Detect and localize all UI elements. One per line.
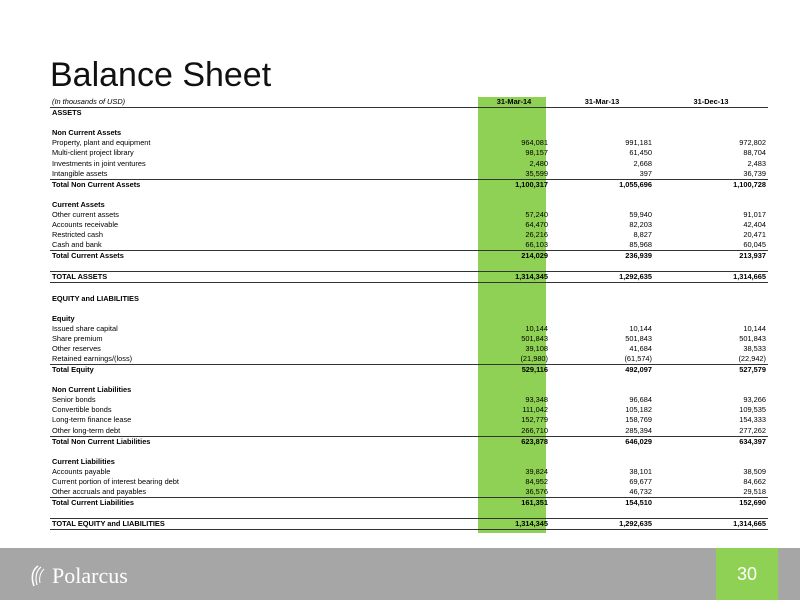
table-row <box>50 210 768 220</box>
table-row <box>50 251 768 262</box>
table-row <box>50 498 768 509</box>
table-row <box>50 128 768 138</box>
column-header-31-mar-13: 31-Mar-13 <box>550 97 654 108</box>
row-value: 42,404 <box>743 219 766 229</box>
row-value: 972,802 <box>739 138 766 148</box>
row-value: 38,101 <box>629 466 652 476</box>
table-row <box>50 467 768 477</box>
row-value: (61,574) <box>624 353 652 363</box>
row-label <box>50 283 478 294</box>
row-value: 397 <box>639 168 652 178</box>
table-row <box>50 272 768 283</box>
row-value <box>478 118 550 128</box>
row-value: 96,684 <box>629 395 652 405</box>
table-row <box>50 385 768 395</box>
row-label: Accounts receivable <box>52 219 119 229</box>
row-label: Long-term finance lease <box>52 415 132 425</box>
table-row <box>50 293 768 303</box>
row-value: 646,029 <box>550 436 654 447</box>
row-value: 1,100,317 <box>478 179 550 190</box>
spacer-row <box>50 261 768 272</box>
table-row <box>50 158 768 168</box>
row-label: Issued share capital <box>52 323 118 333</box>
table-row <box>50 457 768 467</box>
row-value <box>550 375 654 385</box>
table-row <box>50 405 768 415</box>
spacer-row <box>50 190 768 200</box>
table-row <box>50 200 768 210</box>
row-label: Share premium <box>52 333 103 343</box>
row-value: 88,704 <box>743 148 766 158</box>
table-row <box>50 344 768 354</box>
row-value <box>478 283 550 294</box>
row-value <box>550 304 654 314</box>
row-value: 158,769 <box>625 415 652 425</box>
page-number: 30 <box>716 548 778 600</box>
row-value: 236,939 <box>550 251 654 262</box>
row-label: Intangible assets <box>52 168 108 178</box>
table-row <box>50 108 768 119</box>
row-value: 10,144 <box>525 323 548 333</box>
row-label: TOTAL EQUITY and LIABILITIES <box>50 519 478 530</box>
spacer-row <box>50 118 768 128</box>
row-value: 93,266 <box>743 395 766 405</box>
row-value: 36,576 <box>525 487 548 496</box>
row-value <box>478 108 550 119</box>
row-value: 1,314,665 <box>654 272 768 283</box>
row-value <box>478 128 550 138</box>
row-label: Total Current Liabilities <box>50 498 478 509</box>
logo-text: Polarcus <box>52 563 128 588</box>
row-value: 82,203 <box>629 219 652 229</box>
row-value <box>550 447 654 457</box>
polarcus-logo-icon <box>28 564 48 588</box>
row-value <box>654 108 768 119</box>
row-label: TOTAL ASSETS <box>50 272 478 283</box>
table-row <box>50 220 768 230</box>
row-value: 1,292,635 <box>550 272 654 283</box>
row-label: Multi-client project library <box>52 148 134 158</box>
company-logo <box>28 563 128 589</box>
row-label: Property, plant and equipment <box>52 138 151 148</box>
row-value <box>654 375 768 385</box>
row-value <box>550 457 654 467</box>
row-value <box>550 385 654 395</box>
row-value <box>654 447 768 457</box>
row-label: Other accruals and payables <box>52 487 147 496</box>
table-header-row <box>50 97 768 108</box>
row-value <box>654 314 768 324</box>
row-value <box>478 508 550 519</box>
row-value <box>654 457 768 467</box>
row-value: 1,314,665 <box>654 519 768 530</box>
row-value: 2,483 <box>747 158 766 168</box>
row-label: Equity <box>52 313 75 323</box>
row-value: 10,144 <box>743 323 766 333</box>
table-row <box>50 365 768 376</box>
row-label: Other reserves <box>52 343 101 353</box>
row-value <box>550 508 654 519</box>
row-value: 964,081 <box>521 138 548 148</box>
spacer-row <box>50 508 768 519</box>
row-value <box>478 200 550 210</box>
row-label <box>50 190 478 200</box>
row-value: 154,510 <box>550 498 654 509</box>
row-label: Total Non Current Assets <box>50 179 478 190</box>
row-value: 61,450 <box>629 148 652 158</box>
row-value: 39,824 <box>525 466 548 476</box>
row-label: Convertible bonds <box>52 405 112 415</box>
row-value: 69,677 <box>629 476 652 486</box>
row-value: 161,351 <box>478 498 550 509</box>
row-value: 1,100,728 <box>654 179 768 190</box>
row-value <box>550 261 654 272</box>
row-label <box>50 508 478 519</box>
row-value <box>654 261 768 272</box>
row-label: Current Liabilities <box>52 456 115 466</box>
row-value <box>550 293 654 303</box>
row-value <box>550 118 654 128</box>
row-value: 214,029 <box>478 251 550 262</box>
table-row <box>50 148 768 158</box>
row-label: ASSETS <box>52 108 82 118</box>
row-value <box>478 447 550 457</box>
row-label <box>50 375 478 385</box>
row-value: 1,314,345 <box>478 519 550 530</box>
row-value: 111,042 <box>522 405 548 415</box>
table-row <box>50 415 768 425</box>
row-value: 109,535 <box>739 405 766 415</box>
row-value <box>550 128 654 138</box>
spacer-row <box>50 447 768 457</box>
units-label: (In thousands of USD) <box>50 97 478 108</box>
row-value <box>654 385 768 395</box>
spacer-row <box>50 375 768 385</box>
row-value <box>654 283 768 294</box>
table-row <box>50 230 768 240</box>
row-value: 501,843 <box>625 333 652 343</box>
row-label: Restricted cash <box>52 230 103 240</box>
row-value: 213,937 <box>654 251 768 262</box>
table-row <box>50 519 768 530</box>
spacer-row <box>50 304 768 314</box>
row-label: Accounts payable <box>52 466 111 476</box>
row-value: 38,533 <box>743 343 766 353</box>
table-row <box>50 487 768 498</box>
row-value <box>478 293 550 303</box>
row-label: Total Equity <box>50 365 478 376</box>
row-value <box>478 457 550 467</box>
row-value <box>654 293 768 303</box>
table-row <box>50 240 768 251</box>
column-header-31-dec-13: 31-Dec-13 <box>654 97 768 108</box>
row-label: Non Current Assets <box>52 128 122 138</box>
row-value: 1,055,696 <box>550 179 654 190</box>
row-value <box>478 385 550 395</box>
row-value: 492,097 <box>550 365 654 376</box>
row-value: 35,599 <box>525 168 548 178</box>
row-label: Senior bonds <box>52 395 96 405</box>
row-value: 85,968 <box>629 240 652 250</box>
table-row <box>50 138 768 148</box>
row-value <box>550 108 654 119</box>
column-header-31-mar-14: 31-Mar-14 <box>478 97 550 108</box>
row-value <box>654 128 768 138</box>
row-value: (22,942) <box>738 353 766 363</box>
row-value: (21,980) <box>520 353 548 363</box>
row-value <box>550 314 654 324</box>
table-row <box>50 179 768 190</box>
row-value: 20,471 <box>743 230 766 240</box>
row-value: 2,480 <box>529 158 548 168</box>
row-label: Other long-term debt <box>52 425 121 435</box>
row-value: 10,144 <box>629 323 652 333</box>
row-value: 64,470 <box>525 219 548 229</box>
row-value <box>478 375 550 385</box>
row-value: 26,216 <box>525 230 548 240</box>
row-value: 91,017 <box>743 209 766 219</box>
row-value: 529,116 <box>478 365 550 376</box>
table-row <box>50 169 768 180</box>
row-label: Investments in joint ventures <box>52 158 146 168</box>
row-value: 501,843 <box>521 333 548 343</box>
row-value: 8,827 <box>633 230 652 240</box>
row-value: 277,262 <box>739 425 766 435</box>
row-value: 634,397 <box>654 436 768 447</box>
row-value: 29,518 <box>743 487 766 496</box>
row-label: Cash and bank <box>52 240 102 250</box>
row-value <box>550 190 654 200</box>
row-label: Current Assets <box>52 199 105 209</box>
table-row <box>50 324 768 334</box>
row-value: 527,579 <box>654 365 768 376</box>
row-value: 98,157 <box>525 148 548 158</box>
row-label <box>50 304 478 314</box>
table-row <box>50 436 768 447</box>
row-label <box>50 118 478 128</box>
row-value: 93,348 <box>525 395 548 405</box>
row-value: 105,182 <box>625 405 652 415</box>
row-value: 46,732 <box>629 487 652 496</box>
table-row <box>50 395 768 405</box>
balance-sheet-table <box>50 97 768 530</box>
row-value: 285,394 <box>625 425 652 435</box>
spacer-row <box>50 283 768 294</box>
row-value: 623,878 <box>478 436 550 447</box>
row-value: 152,690 <box>654 498 768 509</box>
row-value: 57,240 <box>525 209 548 219</box>
row-label: Other current assets <box>52 209 119 219</box>
row-label: Current portion of interest bearing debt <box>52 476 179 486</box>
page-title: Balance Sheet <box>50 56 272 94</box>
row-value <box>550 200 654 210</box>
row-value: 154,333 <box>739 415 766 425</box>
row-value <box>550 283 654 294</box>
table-row <box>50 314 768 324</box>
row-value: 1,292,635 <box>550 519 654 530</box>
row-value: 266,710 <box>521 425 548 435</box>
row-value <box>478 190 550 200</box>
row-value: 36,739 <box>743 168 766 178</box>
row-value: 66,103 <box>525 240 548 250</box>
row-value <box>654 508 768 519</box>
row-value: 39,108 <box>525 343 548 353</box>
row-value: 152,779 <box>521 415 548 425</box>
row-value: 84,662 <box>743 476 766 486</box>
row-value: 991,181 <box>625 138 652 148</box>
row-value <box>654 118 768 128</box>
row-value: 84,952 <box>525 476 548 486</box>
row-value <box>654 190 768 200</box>
row-value: 2,668 <box>633 158 652 168</box>
row-label: EQUITY and LIABILITIES <box>52 293 139 303</box>
table-row <box>50 426 768 437</box>
row-label: Total Non Current Liabilities <box>50 436 478 447</box>
row-value: 1,314,345 <box>478 272 550 283</box>
row-value: 501,843 <box>739 333 766 343</box>
row-label: Total Current Assets <box>50 251 478 262</box>
row-label: Retained earnings/(loss) <box>52 353 133 363</box>
table-row <box>50 354 768 365</box>
row-label <box>50 447 478 457</box>
row-value <box>478 314 550 324</box>
row-value <box>478 261 550 272</box>
row-label: Non Current Liabilities <box>52 385 132 395</box>
row-value <box>654 200 768 210</box>
row-value <box>654 304 768 314</box>
row-value: 41,684 <box>629 343 652 353</box>
row-value <box>478 304 550 314</box>
table-row <box>50 334 768 344</box>
row-label <box>50 261 478 272</box>
row-value: 38,509 <box>743 466 766 476</box>
table-row <box>50 477 768 487</box>
row-value: 59,940 <box>629 209 652 219</box>
row-value: 60,045 <box>743 240 766 250</box>
